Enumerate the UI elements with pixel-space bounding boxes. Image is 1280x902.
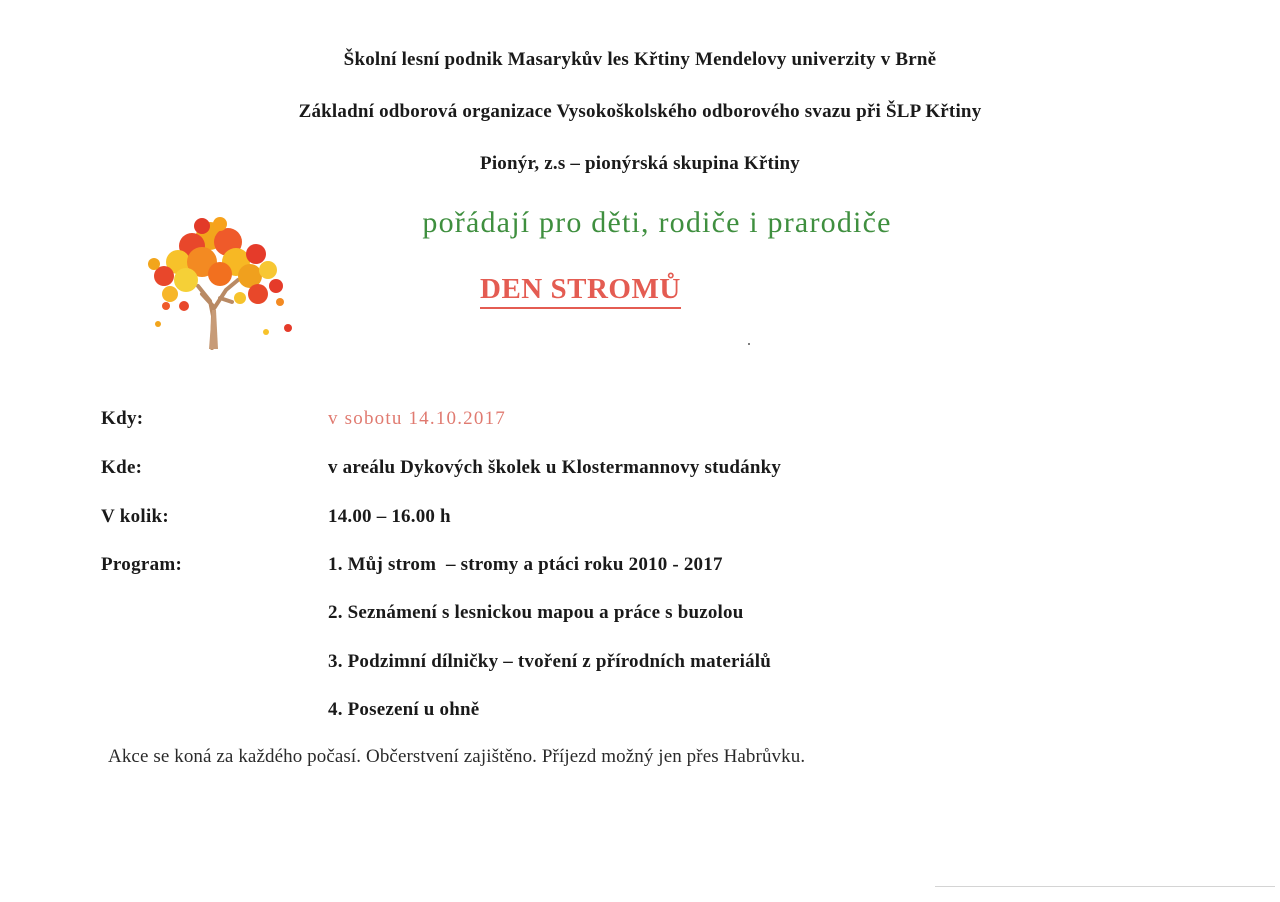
footer-note: Akce se koná za každého počasí. Občerstvení zajištěno. Příjezd možný jen přes Habrůvku.: [108, 746, 806, 767]
bottom-divider: [935, 886, 1275, 887]
organizer-line-1: Školní lesní podnik Masarykův les Křtiny Mendelovy univerzity v Brně: [343, 49, 937, 70]
organizer-line-3: Pionýr, z.s – pionýrská skupina Křtiny: [480, 153, 800, 174]
when-value: v sobotu 14.10.2017: [328, 408, 506, 429]
where-label: Kde:: [101, 457, 143, 478]
organizer-line-2: Základní odborová organizace Vysokoškolského odborového svazu při ŠLP Křtiny: [298, 101, 982, 122]
program-item-2: 2. Seznámení s lesnickou mapou a práce s buzolou: [328, 602, 744, 623]
time-value: 14.00 – 16.00 h: [328, 506, 451, 527]
program-item-1: 1. Můj strom – stromy a ptáci roku 2010 - 2017: [328, 554, 723, 575]
program-item-3: 3. Podzimní dílničky – tvoření z přírodních materiálů: [328, 651, 772, 672]
autumn-tree-icon: [140, 206, 300, 356]
time-label: V kolik:: [101, 506, 170, 527]
program-label: Program:: [101, 554, 183, 575]
where-value: v areálu Dykových školek u Klostermannovy studánky: [328, 457, 782, 478]
program-item-4: 4. Posezení u ohně: [328, 699, 480, 720]
invitation-subtitle: pořádají pro děti, rodiče i prarodiče: [422, 206, 892, 239]
when-label: Kdy:: [101, 408, 144, 429]
event-title: DEN STROMŮ: [480, 272, 681, 309]
scan-speck: [748, 343, 750, 345]
